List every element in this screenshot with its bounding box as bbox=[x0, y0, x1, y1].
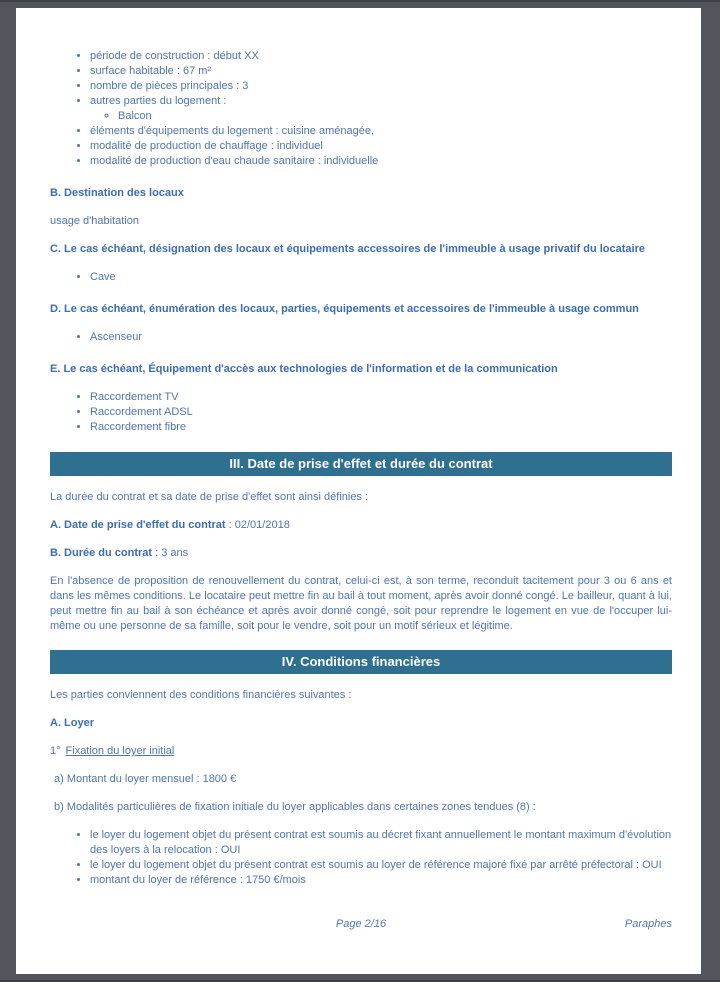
section-heading-c: C. Le cas échéant, désignation des locaux et équipements accessoires de l'immeuble à usage privatif du locataire bbox=[50, 243, 645, 255]
contract-start-date-line bbox=[50, 518, 672, 533]
contract-duration-line bbox=[50, 546, 672, 561]
list-item-text: le loyer du logement objet du présent contrat est soumis au loyer de référence majoré fixé par arrêté préfectoral : OUI bbox=[90, 859, 662, 871]
section-banner-iv: IV. Conditions financières bbox=[50, 650, 672, 674]
section-b-body: usage d'habitation bbox=[50, 215, 139, 227]
section-heading-b: B. Destination des locaux bbox=[50, 187, 184, 199]
section-c-list bbox=[50, 270, 672, 285]
list-item bbox=[90, 64, 672, 79]
renewal-paragraph: En l'absence de proposition de renouvellement du contrat, celui-ci est, à son terme, reconduit tacitement pour 3 ou 6 ans et dans les mêmes conditions. Le locataire peut mettre fin au bail à tout moment, après avoir donné congé. Le bailleur, quant à lui, peut mettre fin au bail à son échéance et après avoir donné congé, soit pour reprendre le logement en vue de l'occuper lui-même ou une personne de sa famille, soit pour le vendre, soit pour un motif sérieux et légitime. bbox=[50, 575, 672, 632]
list-item bbox=[90, 390, 672, 405]
section-d-list bbox=[50, 330, 672, 345]
section-iii-intro: La durée du contrat et sa date de prise d'effet sont ainsi définies : bbox=[50, 491, 369, 503]
list-item bbox=[90, 94, 672, 124]
loyer-modalites-line: b) Modalités particulières de fixation initiale du loyer applicables dans certaines zones tendues (8) : bbox=[54, 801, 536, 813]
list-item-text: Balcon bbox=[118, 110, 152, 122]
loyer-conditions-list bbox=[50, 828, 672, 888]
section-heading-loyer: A. Loyer bbox=[50, 717, 95, 729]
section-e-list bbox=[50, 390, 672, 435]
list-item bbox=[118, 109, 672, 124]
list-item-text: montant du loyer de référence : 1750 €/mois bbox=[90, 874, 306, 886]
list-item bbox=[90, 405, 672, 420]
contract-duration-label: B. Durée du contrat bbox=[50, 547, 153, 559]
contract-start-date-label: A. Date de prise d'effet du contrat bbox=[50, 519, 226, 531]
list-item-text: éléments d'équipements du logement : cuisine aménagée, bbox=[90, 125, 375, 137]
list-item-text: Raccordement ADSL bbox=[90, 406, 193, 418]
list-item-text: modalité de production de chauffage : individuel bbox=[90, 140, 323, 152]
list-item bbox=[90, 139, 672, 154]
list-item bbox=[90, 270, 672, 285]
loyer-initial-prefix: 1° bbox=[50, 745, 61, 757]
section-heading-d: D. Le cas échéant, énumération des locaux, parties, équipements et accessoires de l'immeuble à usage commun bbox=[50, 303, 639, 315]
list-item-text: modalité de production d'eau chaude sanitaire : individuelle bbox=[90, 155, 379, 167]
list-item-text: le loyer du logement objet du présent contrat est soumis au décret fixant annuellement le montant maximum d'évolution des loyers à la relocation : OUI bbox=[90, 829, 672, 856]
page-footer bbox=[50, 917, 672, 932]
list-item bbox=[90, 79, 672, 94]
list-item-text: Cave bbox=[90, 271, 116, 283]
logement-features-list bbox=[50, 49, 672, 169]
list-item bbox=[90, 154, 672, 169]
list-item-text: surface habitable : 67 m² bbox=[90, 65, 212, 77]
list-item-text: Ascenseur bbox=[90, 331, 142, 343]
section-iv-intro: Les parties conviennent des conditions financières suivantes : bbox=[50, 689, 352, 701]
list-item bbox=[90, 873, 672, 888]
list-item bbox=[90, 124, 672, 139]
section-banner-iii: III. Date de prise d'effet et durée du contrat bbox=[50, 452, 672, 476]
list-item bbox=[90, 858, 672, 873]
list-item-text: autres parties du logement : bbox=[90, 95, 227, 107]
list-item bbox=[90, 420, 672, 435]
list-item-text: nombre de pièces principales : 3 bbox=[90, 80, 249, 92]
document-page bbox=[16, 8, 701, 974]
contract-duration-value: : 3 ans bbox=[152, 547, 189, 559]
list-item-text: Raccordement fibre bbox=[90, 421, 186, 433]
list-item bbox=[90, 49, 672, 64]
list-item-text: période de construction : début XX bbox=[90, 50, 259, 62]
page-number: Page 2/16 bbox=[335, 918, 387, 930]
section-heading-e: E. Le cas échéant, Équipement d'accès aux technologies de l'information et de la communication bbox=[50, 363, 558, 375]
loyer-initial-line bbox=[50, 744, 672, 759]
list-item bbox=[90, 828, 672, 858]
list-item bbox=[90, 330, 672, 345]
loyer-montant-line: a) Montant du loyer mensuel : 1800 € bbox=[54, 773, 237, 785]
logement-sub-list bbox=[90, 109, 672, 124]
paraphes-label: Paraphes bbox=[624, 918, 672, 930]
contract-start-date-value: : 02/01/2018 bbox=[225, 519, 290, 531]
loyer-initial-title: Fixation du loyer initial bbox=[65, 745, 175, 757]
list-item-text: Raccordement TV bbox=[90, 391, 179, 403]
